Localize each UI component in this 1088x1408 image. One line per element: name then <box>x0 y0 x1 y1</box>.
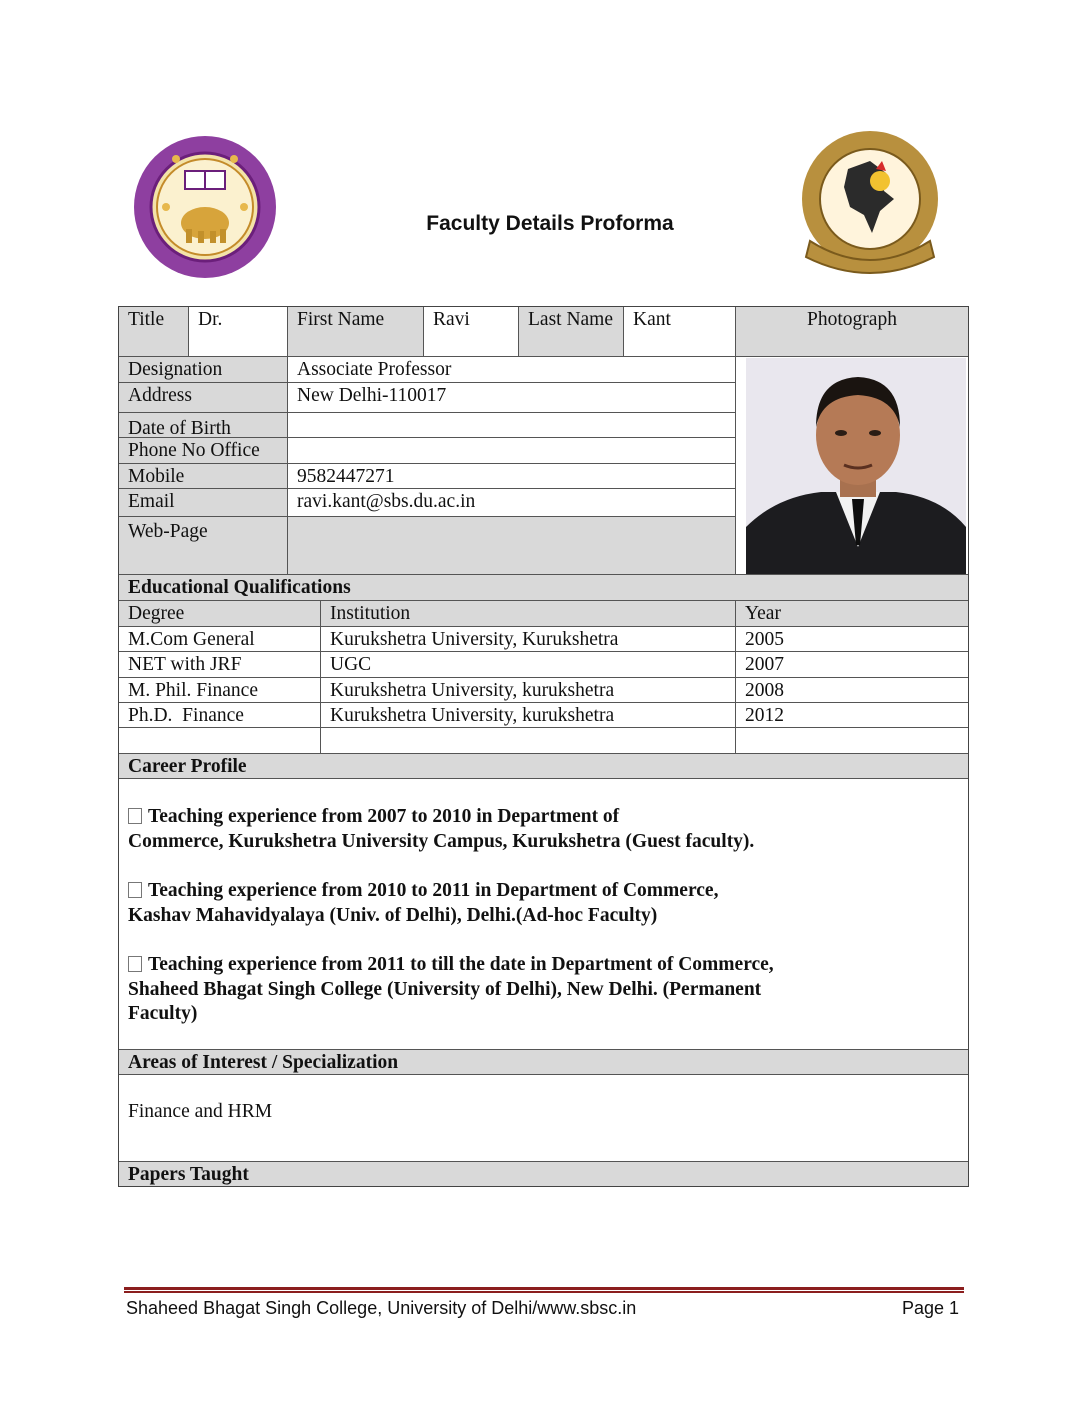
education-year: 2008 <box>736 678 968 703</box>
education-year: 2005 <box>736 627 968 652</box>
bullet-icon <box>128 808 142 824</box>
areas-body: Finance and HRM <box>119 1075 968 1162</box>
address-value: New Delhi-110017 <box>288 383 736 413</box>
shaheed-bhagat-singh-college-logo <box>800 129 940 281</box>
education-institution <box>321 728 736 754</box>
email-label: Email <box>119 489 288 517</box>
last-name-value: Kant <box>624 307 736 357</box>
career-item: Teaching experience from 2011 to till the date in Department of Commerce, Shaheed Bhagat Singh College (University of Delhi), New Delhi. (Permanent Faculty) <box>128 954 774 1024</box>
title-value: Dr. <box>189 307 288 357</box>
career-heading: Career Profile <box>119 754 968 779</box>
dob-label: Date of Birth <box>119 413 288 438</box>
education-degree: NET with JRF <box>119 652 321 678</box>
papers-heading: Papers Taught <box>119 1162 968 1186</box>
education-degree: M.Com General <box>119 627 321 652</box>
designation-value: Associate Professor <box>288 357 736 383</box>
page-title: Faculty Details Proforma <box>426 212 674 235</box>
footer-college-text: Shaheed Bhagat Singh College, University of Delhi/www.sbsc.in <box>126 1298 637 1318</box>
education-heading: Educational Qualifications <box>119 575 968 601</box>
university-of-delhi-logo <box>130 133 280 281</box>
education-institution: Kurukshetra University, kurukshetra <box>321 678 736 703</box>
faculty-photograph <box>736 357 968 575</box>
education-year <box>736 728 968 754</box>
education-year: 2007 <box>736 652 968 678</box>
last-name-label: Last Name <box>519 307 624 357</box>
career-item: Teaching experience from 2007 to 2010 in Department of Commerce, Kurukshetra University Campus, Kurukshetra (Guest faculty). <box>128 806 755 852</box>
first-name-label: First Name <box>288 307 424 357</box>
career-item: Teaching experience from 2010 to 2011 in Department of Commerce, Kashav Mahavidyalaya (Univ. of Delhi), Delhi.(Ad-hoc Faculty) <box>128 880 719 926</box>
education-degree: M. Phil. Finance <box>119 678 321 703</box>
email-value: ravi.kant@sbs.du.ac.in <box>288 489 736 517</box>
title-label: Title <box>119 307 189 357</box>
education-col-year: Year <box>736 601 968 627</box>
education-degree <box>119 728 321 754</box>
phone-office-label: Phone No Office <box>119 438 288 464</box>
footer-rule <box>124 1287 964 1295</box>
designation-label: Designation <box>119 357 288 383</box>
first-name-value: Ravi <box>424 307 519 357</box>
bullet-icon <box>128 882 142 898</box>
education-col-degree: Degree <box>119 601 321 627</box>
faculty-form-table <box>118 306 969 1187</box>
education-col-institution: Institution <box>321 601 736 627</box>
education-institution: Kurukshetra University, Kurukshetra <box>321 627 736 652</box>
phone-office-value <box>288 438 736 464</box>
dob-value <box>288 413 736 438</box>
address-label: Address <box>119 383 288 413</box>
career-profile-body <box>119 779 968 1050</box>
education-institution: Kurukshetra University, kurukshetra <box>321 703 736 728</box>
education-degree: Ph.D. Finance <box>119 703 321 728</box>
footer-page-number: Page 1 <box>902 1298 960 1318</box>
mobile-label: Mobile <box>119 464 288 489</box>
photograph-label: Photograph <box>736 307 968 357</box>
mobile-value: 9582447271 <box>288 464 736 489</box>
web-page-value <box>288 517 736 575</box>
web-page-label: Web-Page <box>119 517 288 575</box>
bullet-icon <box>128 956 142 972</box>
education-year: 2012 <box>736 703 968 728</box>
education-institution: UGC <box>321 652 736 678</box>
areas-heading: Areas of Interest / Specialization <box>119 1050 968 1075</box>
